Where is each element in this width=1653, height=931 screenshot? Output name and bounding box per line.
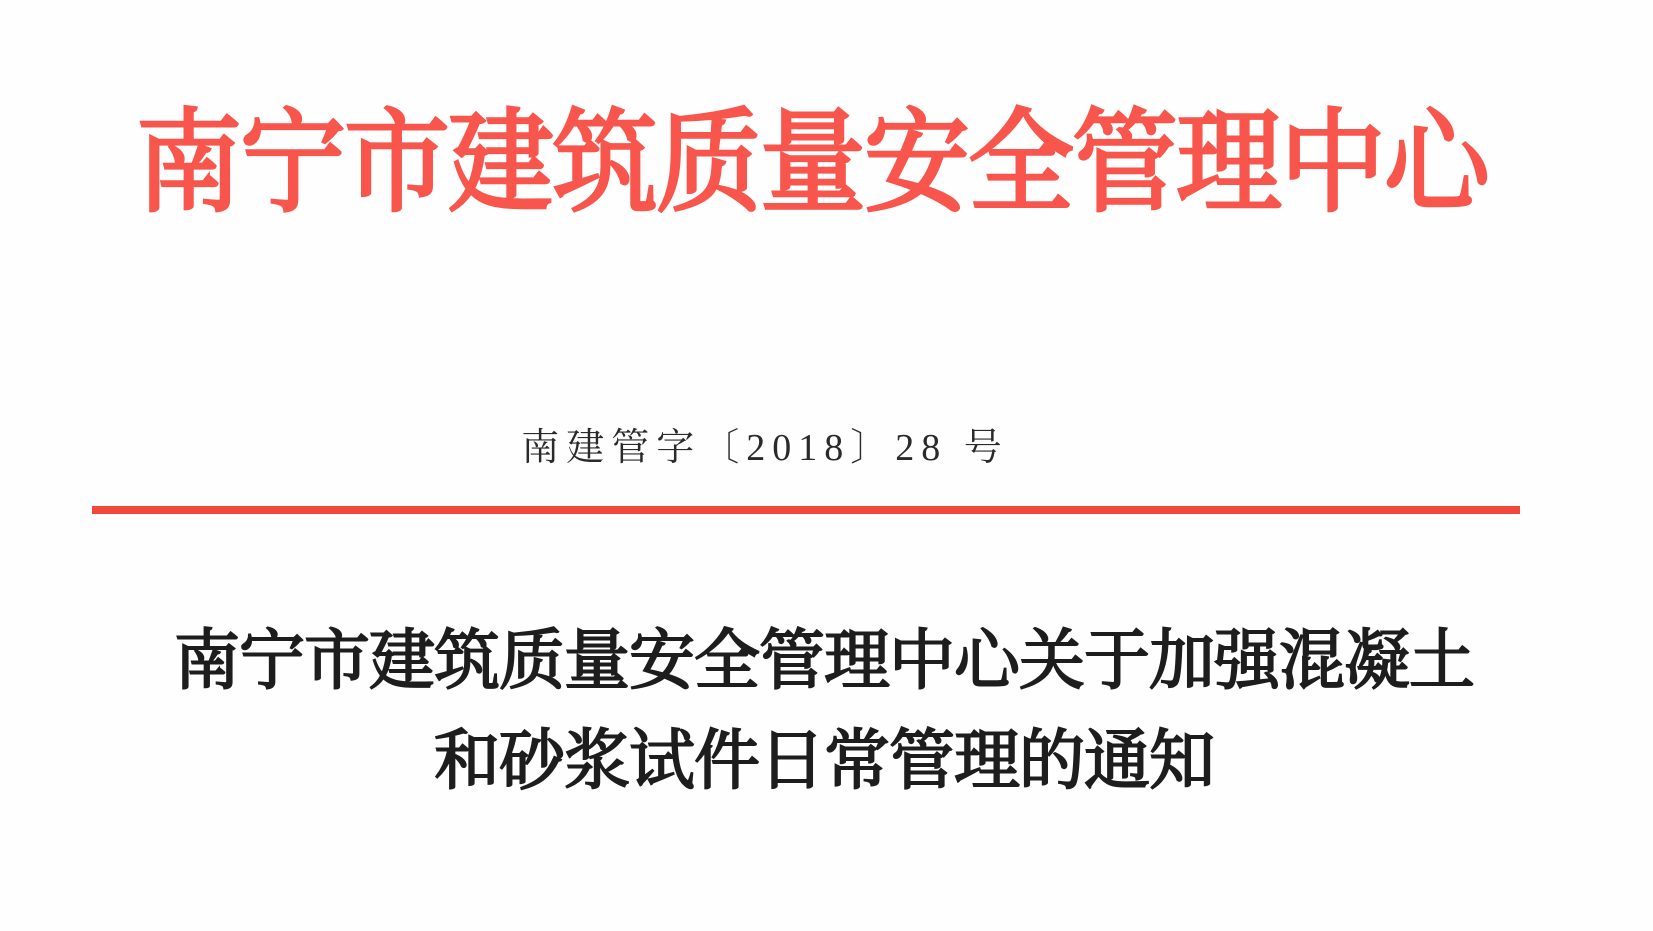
red-separator-rule xyxy=(92,506,1520,514)
agency-masthead: 南宁市建筑质量安全管理中心 xyxy=(136,101,1488,226)
document-title xyxy=(0,612,1648,812)
document-title-line1: 南宁市建筑质量安全管理中心关于加强混凝土 xyxy=(174,625,1474,698)
document-number: 南建管字〔2018〕28 号 xyxy=(521,427,1009,469)
document-title-line2: 和砂浆试件日常管理的通知 xyxy=(434,725,1214,798)
